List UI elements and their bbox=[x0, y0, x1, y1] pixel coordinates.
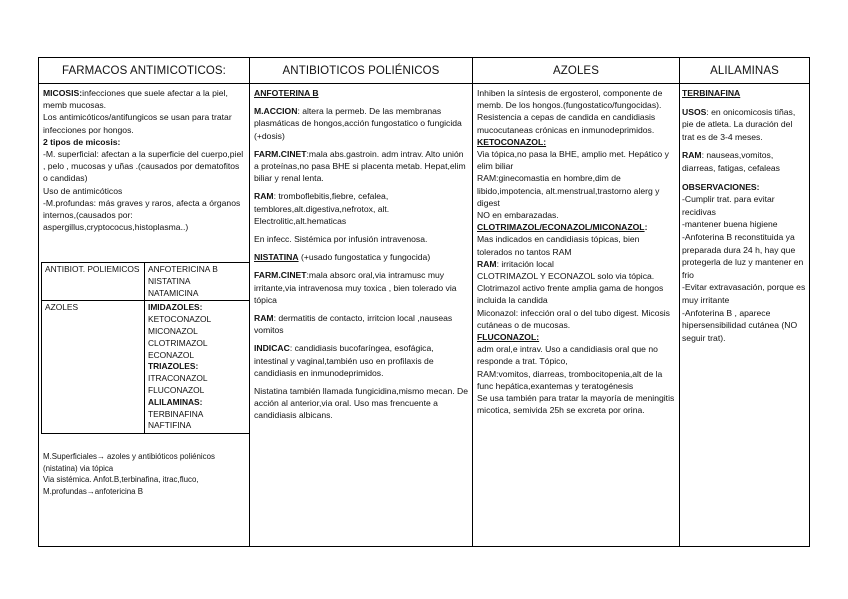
list-item: ITRACONAZOL bbox=[148, 373, 208, 384]
indicac-paragraph bbox=[254, 342, 469, 379]
table-row bbox=[42, 263, 250, 301]
alilaminas-body bbox=[680, 84, 809, 344]
farmcinet2-label: FARM.CINET bbox=[254, 270, 307, 281]
usos-text: : en onicomicosis tiñas, pie de atleta. La duración del trat es de 3-4 meses. bbox=[682, 106, 796, 142]
observaciones-heading: OBSERVACIONES: bbox=[682, 181, 760, 192]
antimicoticos-body bbox=[39, 84, 249, 233]
miconazol-text: Miconazol: infección oral o del tubo digest. Micosis cutáneas o de mucosas. bbox=[477, 307, 670, 330]
ram2-text: : dermatitis de contacto, irritcion local ,nauseas vomitos bbox=[254, 313, 453, 336]
ketoconazol-ram: RAM:ginecomastia en hombre,dim de libido,impotencia, alt.menstrual,trastorno alerg y digest bbox=[477, 173, 660, 208]
uso-text: Uso de antimicóticos bbox=[43, 185, 123, 196]
fluconazol-ram: RAM:vomitos, diarreas, trombocitopenia,alt de la func hepática,exantemas y teratogénesis bbox=[477, 368, 663, 391]
usos-paragraph bbox=[682, 106, 806, 144]
list-item: -Cumplir trat. para evitar recidivas bbox=[682, 194, 775, 217]
micosis-label: MICOSIS: bbox=[43, 88, 83, 98]
polienicos-body bbox=[250, 84, 472, 422]
farmcinet-label: FARM.CINET bbox=[254, 148, 307, 159]
table-row bbox=[42, 301, 250, 434]
summary-line: Via sistémica. Anfot.B,terbinafina, itrac,fluco, bbox=[43, 475, 199, 485]
ram-paragraph bbox=[254, 190, 469, 227]
antimicoticos-text: Los antimicóticos/antifungicos se usan para tratar infecciones por hongos. bbox=[43, 112, 232, 135]
nistatina-note: (+usado fungostatica y fungocida) bbox=[298, 252, 431, 263]
list-item: -Evitar extravasación, porque es muy irritante bbox=[682, 282, 806, 305]
azoles-body bbox=[473, 84, 679, 416]
nistatina-heading bbox=[254, 251, 469, 263]
ram-label: RAM bbox=[254, 191, 274, 202]
list-item: ANFOTERICINA B bbox=[148, 264, 218, 274]
farmcinet2-paragraph bbox=[254, 269, 469, 306]
clotrimazol-ram-text: : irritación local bbox=[496, 258, 554, 269]
maccion-label: M.ACCION bbox=[254, 106, 298, 117]
list-item: ECONAZOL bbox=[148, 349, 195, 360]
clotrimazol-title: CLOTRIMAZOL/ECONAZOL/MICONAZOL bbox=[477, 222, 645, 233]
list-item: MICONAZOL bbox=[148, 325, 198, 336]
alilaminas-title: ALILAMINAS: bbox=[148, 396, 203, 407]
document-table bbox=[38, 57, 810, 547]
list-item: NATAMICINA bbox=[148, 287, 199, 298]
natamicina-text: Nistatina también llamada fungicidina,mismo mecan. De acción al anterior,via oral. Uso mas frencuente a candidiasis albicans. bbox=[254, 386, 468, 421]
ram-text: : nauseas,vomitos, diarreas, fatigas, cefaleas bbox=[682, 150, 780, 173]
treatment-summary bbox=[43, 451, 248, 497]
azoles-list-cell bbox=[145, 301, 250, 434]
ram2-paragraph bbox=[254, 312, 469, 336]
ketoconazol-embarazo: NO en embarazadas. bbox=[477, 210, 559, 221]
triazoles-title: TRIAZOLES: bbox=[148, 361, 199, 372]
clotrimazol-ram bbox=[477, 258, 676, 270]
azoles-intro: Inhiben la síntesis de ergosterol, componente de memb. De los hongos.(fungostatico/fungocidas). Resistencia a cepas de candida en candidiasis mucocutaneas crónicas en inmunodeprimidos. bbox=[477, 88, 663, 135]
summary-line: M.profundas→anfotericina B bbox=[43, 486, 144, 496]
clotrimazol-extra: CLOTRIMAZOL Y ECONAZOL solo via tópica. Clotrimazol activo frente amplia gama de hongos incluida la candida bbox=[477, 271, 664, 306]
header-azoles: AZOLES bbox=[473, 58, 679, 84]
imidazoles-title: IMIDAZOLES: bbox=[148, 302, 203, 313]
column-alilaminas bbox=[680, 58, 809, 546]
header-alilaminas: ALILAMINAS bbox=[680, 58, 809, 84]
tipos-title: 2 tipos de micosis: bbox=[43, 136, 121, 147]
list-item: CLOTRIMAZOL bbox=[148, 337, 208, 348]
ram-paragraph bbox=[682, 149, 806, 174]
summary-line: M.Superficiales→ azoles y antibióticos poliénicos (nistatina) via tópica bbox=[43, 452, 215, 473]
maccion-text: : altera la permeb. De las membranas plasmáticas de hongos,acción fungostatico o fungicida (+dosis) bbox=[254, 106, 462, 141]
ram-label: RAM bbox=[682, 150, 702, 161]
infecc-text: En infecc. Sistémica por infusión intravenosa. bbox=[254, 234, 428, 245]
list-item: -Anfoterina B , aparece hipersensibilidad cutánea (NO seguir trat). bbox=[682, 307, 798, 343]
column-azoles bbox=[473, 58, 680, 546]
observaciones-title: OBSERVACIONES bbox=[682, 181, 757, 192]
list-item: -Anfoterina B reconstituida ya preparada dura 24 h, hay que protegerla de luz y mantener en frio bbox=[682, 231, 804, 280]
list-item: KETOCONAZOL bbox=[148, 314, 212, 325]
clotrimazol-heading: CLOTRIMAZOL/ECONAZOL/MICONAZOL: bbox=[477, 222, 648, 233]
clotrimazol-ram-label: RAM bbox=[477, 258, 497, 269]
fluconazol-text: adm oral,e intrav. Uso a candidiasis oral que no responde a trat. Tópico, bbox=[477, 344, 658, 367]
profundas-text: -M.profundas: más graves y raros, afecta a órganos internos,(causados por: aspergillus,cryptococus,histoplasma..) bbox=[43, 197, 241, 233]
column-polienicos bbox=[250, 58, 473, 546]
ram-text: : tromboflebitis,fiebre, cefalea, temblores,alt.digestiva,nefrotox, alt. Electrolitic,alt.hematicas bbox=[254, 191, 390, 226]
indicac-label: INDICAC bbox=[254, 343, 290, 354]
list-item: TERBINAFINA bbox=[148, 408, 204, 419]
fluconazol-extra: Se usa también para tratar la mayoría de meningitis micotica, semivida 25h se excreta por orina. bbox=[477, 393, 675, 416]
classification-table bbox=[41, 262, 250, 434]
polien-list-cell bbox=[145, 263, 250, 301]
header-polienicos: ANTIBIOTICOS POLIÉNICOS bbox=[250, 58, 472, 84]
list-item: FLUCONAZOL bbox=[148, 384, 205, 395]
clotrimazol-text: Mas indicados en candidiasis tópicas, bien tolerados no tantos RAM bbox=[477, 234, 640, 257]
list-item: -mantener buena higiene bbox=[682, 219, 778, 230]
ketoconazol-title: KETOCONAZOL: bbox=[477, 136, 547, 147]
superficial-text: -M. superficial: afectan a la superficie del cuerpo,piel , pelo , mucosas y uñas .(causados por dematofitos o candidas) bbox=[43, 149, 244, 184]
micosis-paragraph bbox=[43, 87, 246, 111]
ketoconazol-text: Via tópica,no pasa la BHE, amplio met. Hepático y elim biliar bbox=[477, 149, 669, 172]
azoles-cell: AZOLES bbox=[42, 301, 145, 434]
antibiot-polien-cell: ANTIBIOT. POLIEMICOS bbox=[42, 263, 145, 301]
ram2-label: RAM bbox=[254, 313, 274, 324]
indicac-text: : candidiasis bucofaríngea, esofágica, intestinal y vaginal,también uso en profilaxis de candidiasis en inmunodeprimidos. bbox=[254, 343, 434, 378]
farmcinet-paragraph bbox=[254, 148, 469, 185]
anfoterina-title: ANFOTERINA B bbox=[254, 88, 319, 98]
farmcinet2-text: :mala absorc oral,via intramusc muy irritante,via intravenosa muy toxica , bien tolerado via tópica bbox=[254, 270, 457, 305]
maccion-paragraph bbox=[254, 105, 469, 142]
list-item: NISTATINA bbox=[148, 275, 191, 286]
nistatina-title: NISTATINA bbox=[254, 252, 299, 263]
terbinafina-title: TERBINAFINA bbox=[682, 88, 741, 98]
fluconazol-title: FLUCONAZOL: bbox=[477, 332, 540, 343]
farmcinet-text: :mala abs.gastroin. adm intrav. Alto unión a proteínas,no pasa BHE si placenta metab. Hepat,elim biliar y renal lenta. bbox=[254, 148, 466, 184]
usos-label: USOS bbox=[682, 106, 707, 117]
list-item: NAFTIFINA bbox=[148, 420, 192, 431]
header-antimicoticos: FARMACOS ANTIMICOTICOS: bbox=[39, 58, 249, 84]
column-antimicoticos bbox=[39, 58, 250, 546]
micosis-text: infecciones que suele afectar a la piel, memb mucosas. bbox=[43, 88, 228, 111]
